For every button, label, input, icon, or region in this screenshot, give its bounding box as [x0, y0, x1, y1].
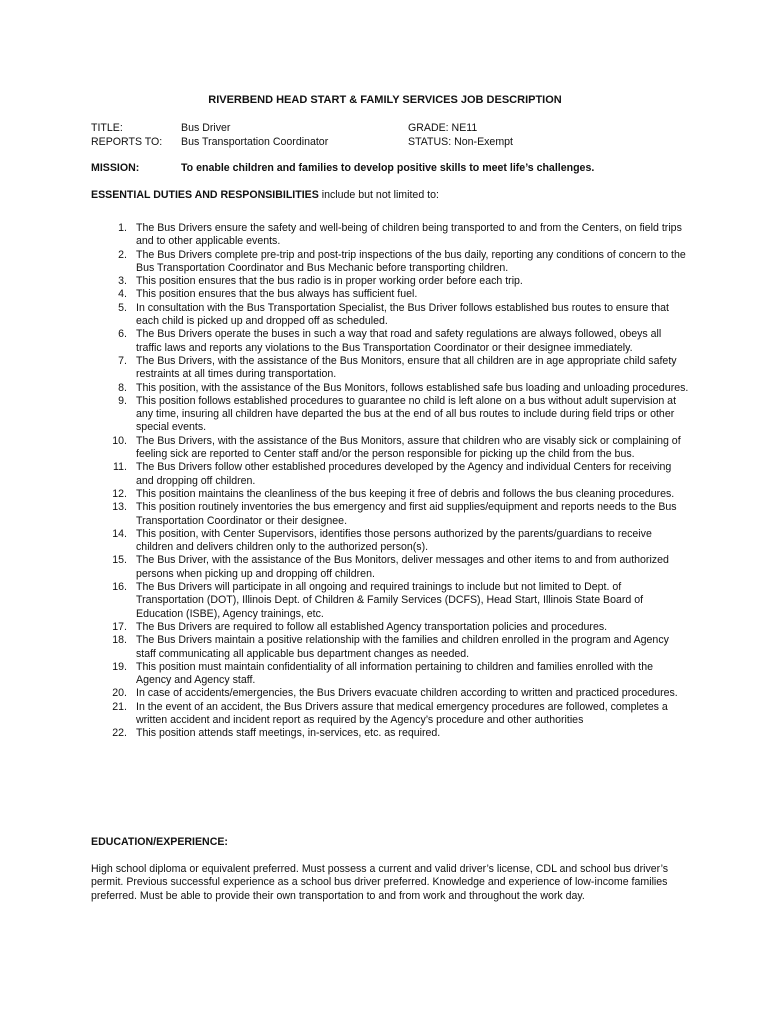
duty-text: The Bus Driver, with the assistance of the Bus Monitors, deliver messages and other items to and from authorized persons when picking up and dropping off children. [136, 554, 669, 580]
duty-number: 7. [118, 354, 127, 367]
duty-text: This position routinely inventories the bus emergency and first aid supplies/equipment and reports needs to the Bus Transportation Coordinator or their designee. [136, 501, 677, 527]
duty-text: This position, with Center Supervisors, identifies those persons authorized by the parents/guardians to receive children and delivers children only to the authorized person(s). [136, 527, 652, 554]
duty-number: 6. [118, 328, 127, 341]
duty-item [91, 727, 691, 740]
duty-item [91, 581, 691, 621]
duty-item [91, 554, 691, 581]
duty-item [91, 528, 691, 555]
duty-text: This position follows established procedures to guarantee no child is left alone on a bus without adult supervision at any time, insuring all children have departed the bus at the end of all bus routes to include during field trips or other special events. [136, 394, 677, 434]
duty-text: The Bus Drivers follow other established procedures developed by the Agency and individual Centers for receiving and dropping off children. [136, 461, 672, 487]
duty-text: The Bus Drivers complete pre-trip and post-trip inspections of the bus daily, reporting any conditions of concern to the Bus Transportation Coordinator and Bus Mechanic before transporting children. [136, 248, 686, 274]
duty-item [91, 275, 691, 288]
duty-item [91, 355, 691, 382]
duty-item [91, 288, 691, 301]
grade-value: GRADE: NE11 [408, 122, 478, 134]
duty-number: 14. [112, 527, 127, 540]
duty-text: The Bus Drivers, with the assistance of the Bus Monitors, assure that children who are visably sick or complaining of feeling sick are reported to Center staff and/or the person responsible for picking up the child from the bus. [136, 434, 681, 461]
duty-number: 18. [112, 634, 127, 647]
duty-item [91, 382, 691, 395]
duty-text: In consultation with the Bus Transportation Specialist, the Bus Driver follows established bus routes to ensure that each child is picked up and dropped off as scheduled. [136, 301, 669, 328]
duty-item [91, 661, 691, 688]
duty-item [91, 461, 691, 488]
title-value: Bus Driver [181, 122, 231, 134]
duty-number: 16. [112, 581, 127, 594]
duty-text: This position ensures that the bus always has sufficient fuel. [136, 288, 418, 301]
duty-number: 11. [113, 461, 127, 474]
duty-item [91, 501, 691, 528]
duty-item [91, 395, 691, 435]
reports-to-label: REPORTS TO: [91, 136, 163, 148]
duty-text: In case of accidents/emergencies, the Bus Drivers evacuate children according to written and practiced procedures. [136, 687, 678, 700]
duty-number: 17. [112, 620, 127, 633]
duty-text: This position, with the assistance of the Bus Monitors, follows established safe bus loading and unloading procedures. [136, 381, 689, 394]
duty-number: 21. [112, 700, 127, 713]
duty-text: In the event of an accident, the Bus Drivers assure that medical emergency procedures are followed, completes a written accident and incident report as required by the Agency’s procedure and other authorities [136, 700, 668, 726]
duty-item [91, 222, 691, 249]
duty-item [91, 328, 691, 355]
duty-text: The Bus Drivers will participate in all ongoing and required trainings to include but not limited to Dept. of Transportation (DOT), Illinois Dept. of Children & Family Services (DCFS), Head Start, Illinois State Board of Education (ISBE), Agency trainings, etc. [136, 581, 644, 620]
duty-item [91, 687, 691, 700]
duties-list [91, 222, 691, 741]
duty-number: 13. [112, 501, 127, 514]
duty-number: 15. [112, 554, 127, 567]
mission-label: MISSION: [91, 162, 140, 174]
duties-heading-bold: ESSENTIAL DUTIES AND RESPONSIBILITIES [91, 189, 319, 201]
duty-number: 12. [112, 487, 127, 500]
duty-text: The Bus Drivers maintain a positive relationship with the families and children enrolled in the program and Agency staff communicating all applicable bus department changes as needed. [136, 634, 669, 660]
duty-number: 4. [118, 288, 127, 301]
duty-item [91, 435, 691, 462]
duty-text: The Bus Drivers operate the buses in such a way that road and safety regulations are always followed, obeys all traffic laws and reports any violations to the Bus Transportation Coordinator or their designee immediately. [136, 328, 662, 354]
duty-text: The Bus Drivers, with the assistance of the Bus Monitors, ensure that all children are in age appropriate child safety restraints at all times during transportation. [136, 354, 677, 381]
duty-item [91, 249, 691, 276]
duty-number: 10. [112, 434, 127, 447]
duty-item [91, 634, 691, 661]
duties-heading [91, 189, 439, 202]
duty-text: This position maintains the cleanliness of the bus keeping it free of debris and follows the bus cleaning procedures. [136, 487, 675, 500]
reports-to-value: Bus Transportation Coordinator [181, 136, 329, 148]
duty-number: 9. [118, 394, 127, 407]
duty-item [91, 701, 691, 728]
status-value: STATUS: Non-Exempt [408, 136, 513, 148]
document-title: RIVERBEND HEAD START & FAMILY SERVICES JOB DESCRIPTION [208, 94, 562, 106]
duty-number: 5. [118, 301, 127, 314]
duties-heading-suffix: include but not limited to: [318, 189, 439, 201]
duty-text: This position attends staff meetings, in-services, etc. as required. [136, 727, 441, 740]
mission-text: To enable children and families to develop positive skills to meet life’s challenges. [181, 162, 595, 174]
duty-item [91, 488, 691, 501]
duty-item [91, 621, 691, 634]
duty-number: 1. [118, 222, 127, 234]
duty-text: This position must maintain confidentiality of all information pertaining to children and families enrolled with the Agency and Agency staff. [136, 660, 654, 687]
duty-number: 20. [112, 687, 127, 700]
duty-number: 2. [118, 248, 127, 261]
duty-number: 19. [112, 660, 127, 673]
duty-number: 8. [118, 381, 127, 394]
duty-text: The Bus Drivers ensure the safety and well-being of children being transported to and from the Centers, on field trips and to other applicable events. [136, 222, 682, 248]
duty-number: 22. [112, 727, 127, 740]
education-heading: EDUCATION/EXPERIENCE: [91, 836, 228, 848]
duty-number: 3. [118, 275, 127, 288]
duty-item [91, 302, 691, 329]
education-text: High school diploma or equivalent preferred. Must possess a current and valid driver’s license, CDL and school bus driver’s permit. Previous successful experience as a school bus driver preferred. Knowledge and experience of low-income families preferred. Must be able to provide their own transportation to and from work and throughout the work day. [91, 863, 669, 902]
duty-text: The Bus Drivers are required to follow all established Agency transportation policies and procedures. [136, 620, 608, 633]
title-label: TITLE: [91, 122, 123, 134]
duty-text: This position ensures that the bus radio is in proper working order before each trip. [136, 275, 523, 288]
